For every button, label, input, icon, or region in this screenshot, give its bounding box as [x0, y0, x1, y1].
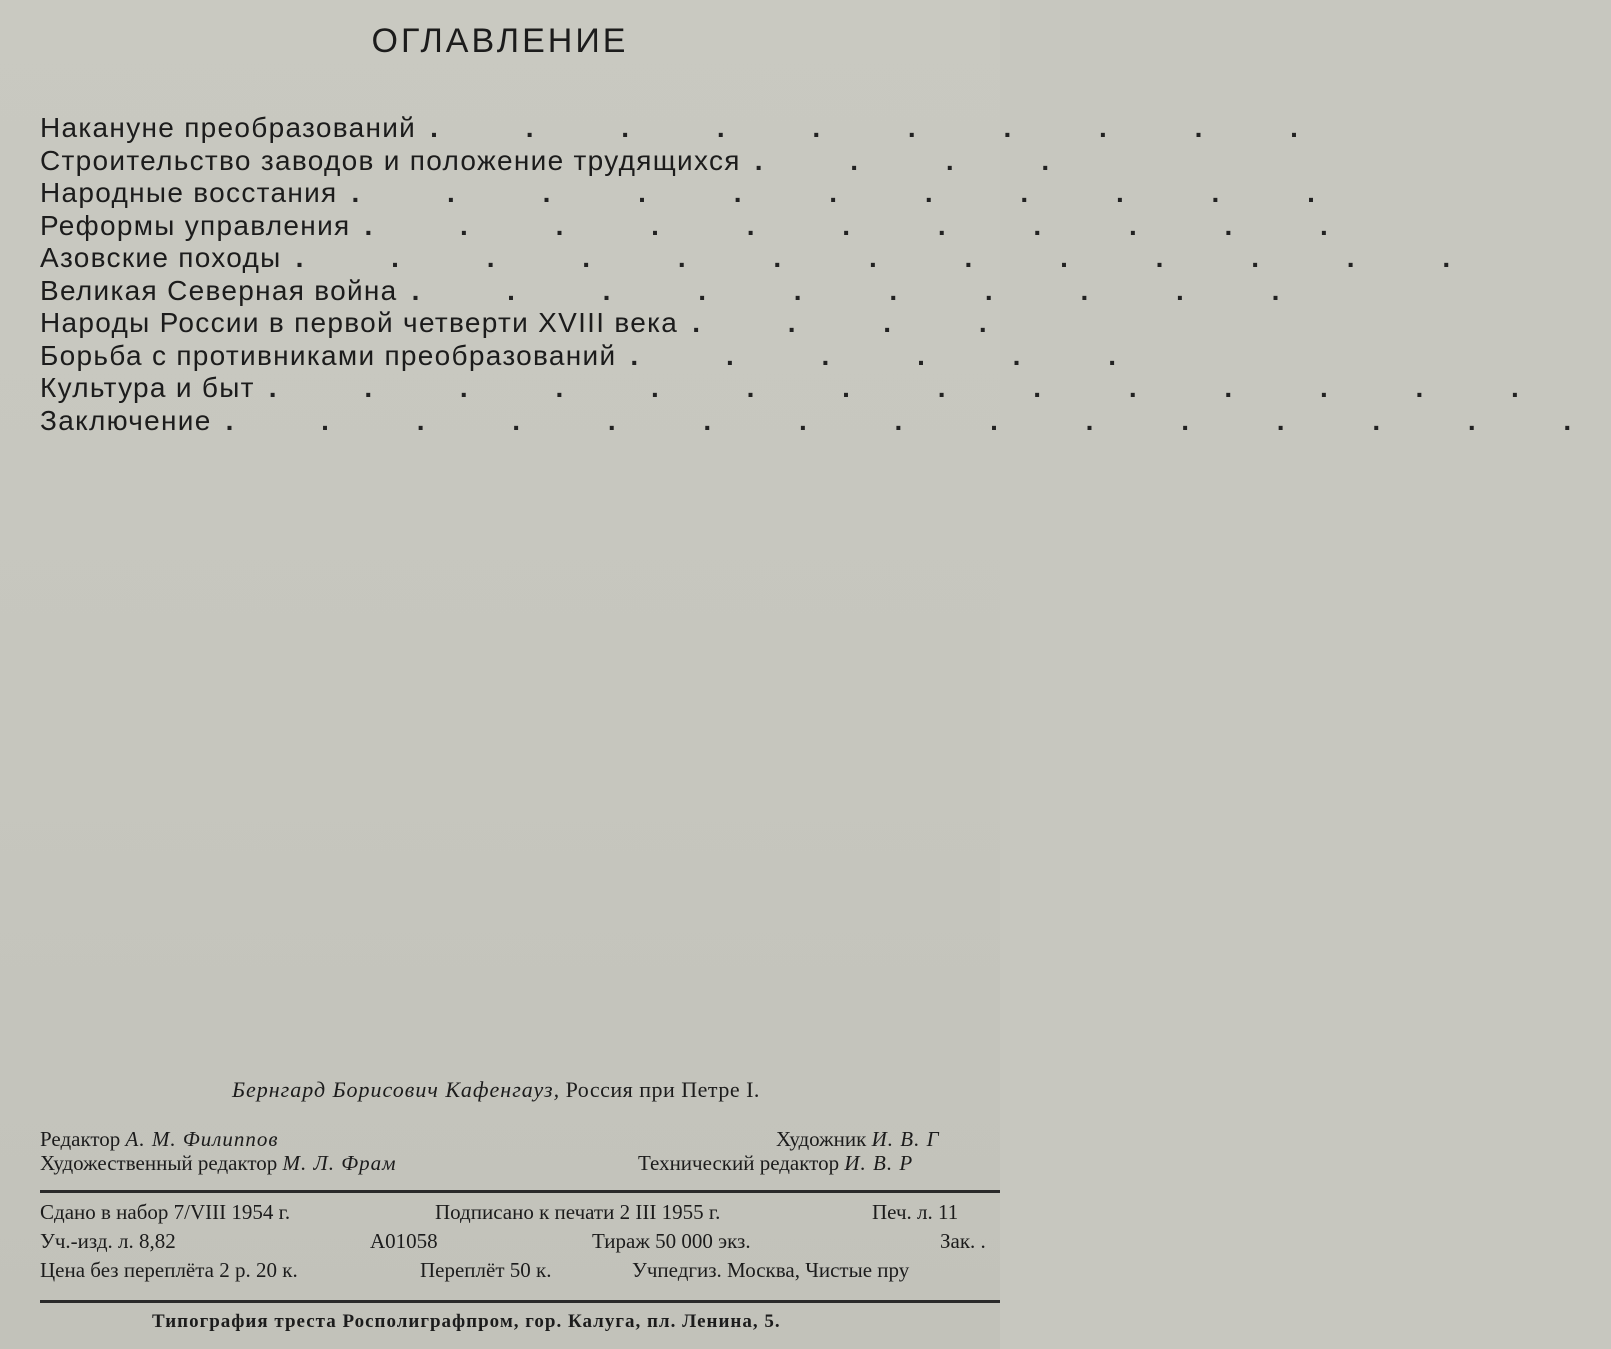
toc-heading: ОГЛАВЛЕНИЕ	[371, 22, 629, 60]
toc-entry-label: Строительство заводов и положение трудящихся	[40, 144, 741, 176]
printer-line: Типография треста Росполиграфпром, гор. Калуга, пл. Ленина, 5.	[152, 1311, 781, 1332]
table-of-contents	[40, 112, 1611, 437]
print-run: Тираж 50 000 экз.	[592, 1229, 751, 1253]
artist-credit	[776, 1127, 940, 1151]
toc-entry-label: Культура и быт	[40, 372, 255, 403]
credit-row	[40, 1127, 1000, 1151]
imprint-block	[40, 1198, 1040, 1285]
toc-entry	[40, 274, 1320, 308]
art-editor-name: М. Л. Фрам	[282, 1151, 397, 1175]
editor-name: А. М. Филиппов	[125, 1127, 279, 1151]
divider-rule	[40, 1300, 1000, 1303]
toc-entry-label: Народные восстания	[40, 177, 338, 208]
dot-leader: . . . .	[692, 307, 1027, 338]
dot-leader: . . . . . . . . . . .	[351, 177, 1355, 208]
publisher: Учпедгиз. Москва, Чистые пру	[632, 1258, 910, 1282]
toc-entry-label: Реформы управления	[40, 209, 351, 241]
toc-entry-label: Борьба с противниками преобразований	[40, 339, 617, 371]
artist-label: Художник	[776, 1127, 867, 1151]
toc-entry-label: Заключение	[40, 404, 212, 436]
book-credit-line	[232, 1077, 1000, 1103]
editor-credit	[40, 1127, 279, 1151]
author-name: Бернгард Борисович Кафенгауз,	[232, 1077, 561, 1102]
credits-block	[40, 1127, 1000, 1175]
toc-entry	[40, 112, 1338, 145]
dot-leader: . . . . . . . . . . .	[364, 209, 1368, 241]
toc-entry-label: Великая Северная война	[40, 274, 398, 306]
dot-leader: . . . . . . . . . .	[430, 112, 1338, 143]
signed-date: Подписано к печати 2 III 1955 г.	[435, 1200, 721, 1224]
toc-entry	[40, 144, 1090, 178]
dot-leader: . . . . . . . . . . . . .	[295, 242, 1491, 273]
binding-price: Переплёт 50 к.	[420, 1258, 552, 1282]
toc-entry	[40, 404, 1611, 438]
tech-editor-label: Технический редактор	[638, 1151, 840, 1175]
toc-entry-label: Накануне преобразований	[40, 112, 417, 143]
artist-name: И. В. Г	[871, 1127, 940, 1151]
book-title: Россия при Петре I.	[565, 1077, 760, 1102]
dot-leader: . . . . . . . . . . . . . . .	[225, 404, 1611, 436]
editor-label: Редактор	[40, 1127, 121, 1151]
price: Цена без переплёта 2 р. 20 к.	[40, 1258, 298, 1282]
toc-entry	[40, 209, 1368, 243]
toc-entry-label: Народы России в первой четверти XVIII века	[40, 307, 679, 338]
toc-entry	[40, 242, 1491, 275]
toc-entry	[40, 372, 1559, 405]
tech-editor-credit	[638, 1151, 913, 1175]
toc-entry-label: Азовские походы	[40, 242, 282, 273]
dot-leader: . . . .	[754, 144, 1090, 176]
dot-leader: . . . . . .	[630, 339, 1156, 371]
publication-code: А01058	[370, 1229, 438, 1253]
publisher-sheets: Уч.-изд. л. 8,82	[40, 1229, 176, 1253]
imprint-row	[40, 1198, 1040, 1227]
toc-entry	[40, 307, 1027, 340]
credit-row	[40, 1151, 1000, 1175]
dot-leader: . . . . . . . . . . . . . .	[268, 372, 1559, 403]
imprint-row	[40, 1256, 1040, 1285]
toc-entry	[40, 339, 1156, 373]
imprint-row	[40, 1227, 1040, 1256]
order-number: Зак. .	[940, 1229, 986, 1253]
tech-editor-name: И. В. Р	[844, 1151, 914, 1175]
divider-rule	[40, 1190, 1000, 1193]
toc-entry	[40, 177, 1355, 210]
dot-leader: . . . . . . . . . .	[411, 274, 1320, 306]
typeset-date: Сдано в набор 7/VIII 1954 г.	[40, 1200, 291, 1224]
art-editor-credit	[40, 1151, 397, 1175]
print-sheets: Печ. л. 11	[872, 1200, 959, 1224]
art-editor-label: Художественный редактор	[40, 1151, 278, 1175]
